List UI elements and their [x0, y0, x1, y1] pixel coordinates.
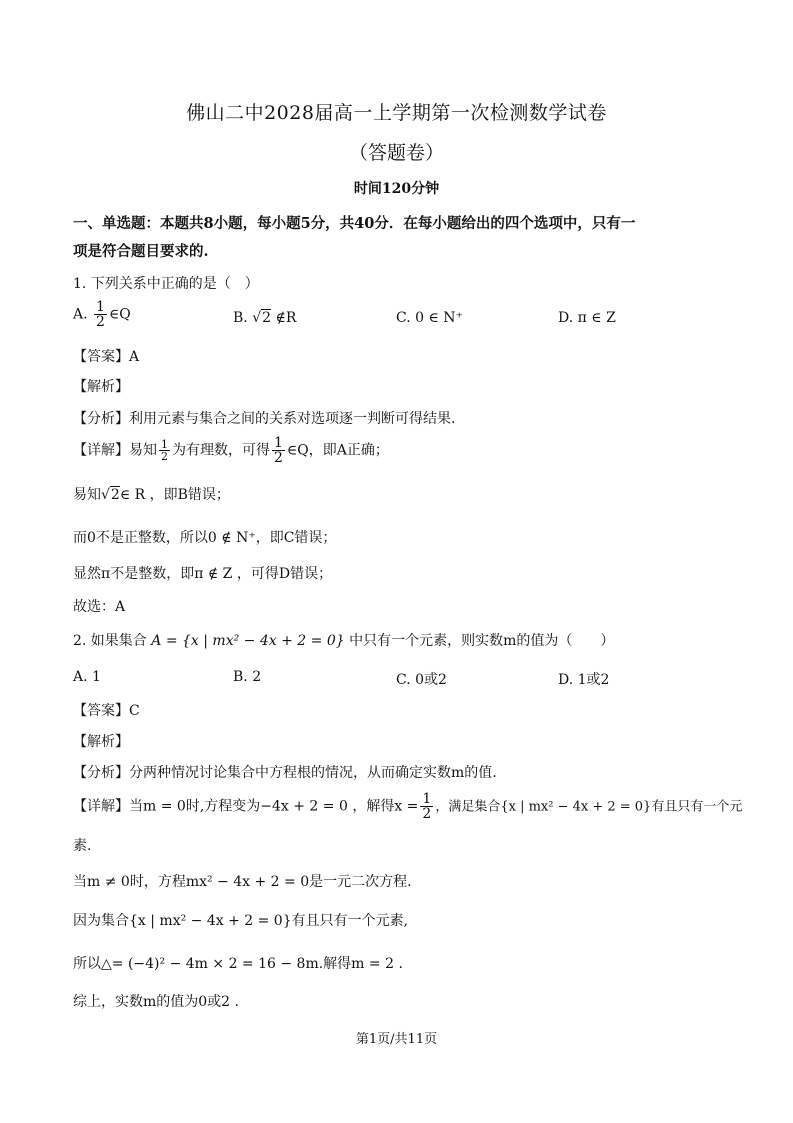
page-title: 佛山二中2028届高一上学期第一次检测数学试卷 — [186, 102, 607, 124]
q1-option-c: C. 0 ∈ N⁺ — [396, 310, 463, 326]
fraction-denominator: 2 — [96, 314, 105, 330]
q1-line-b-tail: ∈ R ，即B错误； — [119, 487, 230, 503]
time-limit: 时间120分钟 — [353, 181, 440, 197]
q2-stem — [73, 630, 614, 650]
q1-conclusion: 故选：A — [73, 599, 126, 615]
sqrt-sign: √ — [252, 310, 262, 326]
q2-stem-set: A = {x | mx² − 4x + 2 = 0} — [151, 633, 345, 649]
q2-fenxi: 【分析】分两种情况讨论集合中方程根的情况，从而确定实数m的值. — [73, 765, 497, 781]
q2-detail5: 综上，实数m的值为0或2 . — [73, 994, 239, 1010]
q1-line-b-sqrt — [101, 487, 120, 503]
q1-option-b-sqrt — [252, 310, 271, 326]
q2-detail3: 因为集合{x | mx² − 4x + 2 = 0}有且只有一个元素, — [73, 913, 409, 929]
q2-detail2: 当m ≠ 0时，方程mx² − 4x + 2 = 0是一元二次方程. — [73, 874, 412, 890]
fraction-denominator: 2 — [161, 450, 168, 463]
q1-option-a-fraction — [94, 300, 107, 329]
q1-stem: 1. 下列关系中正确的是（ ） — [73, 276, 259, 292]
q1-fenxi: 【分析】利用元素与集合之间的关系对选项逐一判断可得结果. — [73, 411, 456, 427]
q1-line-c: 而0不是正整数，所以0 ∉ N⁺，即C错误； — [73, 530, 337, 546]
q1-analysis-label: 【解析】 — [73, 379, 129, 395]
fraction-numerator: 1 — [96, 299, 105, 315]
q1-option-b-tail: ∉R — [275, 310, 297, 326]
q2-detail1 — [73, 792, 742, 821]
fraction-numerator: 1 — [422, 791, 432, 807]
q2-detail1-tail: ，满足集合{x | mx² − 4x + 2 = 0}有且只有一个元 — [435, 799, 743, 815]
sqrt-sign: √ — [101, 487, 110, 503]
q1-option-b-label: B. — [233, 310, 248, 326]
q2-detail1-pre: 【详解】当m = 0时,方程变为−4x + 2 = 0 ，解得x = — [73, 798, 419, 815]
q2-stem-pre: 2. 如果集合 — [73, 633, 147, 649]
page-footer: 第1页/共11页 — [355, 1032, 438, 1047]
q2-analysis-label: 【解析】 — [73, 734, 129, 750]
page-subtitle: （答题卷） — [348, 142, 444, 164]
fraction-denominator: 2 — [422, 806, 432, 822]
fraction-numerator: 1 — [274, 435, 283, 451]
q2-detail4: 所以△= (−4)² − 4m × 2 = 16 − 8m.解得m = 2 . — [73, 956, 403, 972]
q2-detail1-wrap: 素. — [73, 838, 92, 854]
q1-detail-fraction — [272, 436, 285, 465]
q1-line-d: 显然π不是整数，即π ∉ Z ，可得D错误； — [73, 566, 333, 582]
q2-option-c: C. 0或2 — [396, 672, 447, 688]
q1-detail — [73, 436, 389, 465]
q1-option-a-label: A. — [73, 306, 88, 323]
q2-option-b: B. 2 — [233, 669, 262, 685]
q1-answer: 【答案】A — [73, 349, 140, 365]
q1-detail-mid: 为有理数，可得 — [172, 442, 270, 459]
q1-detail-pre: 【详解】易知 — [73, 442, 157, 459]
q1-detail-fraction-small — [159, 439, 170, 462]
q1-option-a — [73, 300, 131, 329]
q2-option-a: A. 1 — [73, 669, 101, 685]
sqrt-radicand: 2 — [262, 310, 272, 326]
sqrt-radicand: 2 — [110, 487, 120, 503]
q2-option-d: D. 1或2 — [558, 672, 610, 688]
q2-stem-tail: 中只有一个元素，则实数m的值为（ ） — [349, 633, 615, 649]
q1-option-d: D. π ∈ Z — [558, 310, 616, 326]
q1-line-b-pre: 易知 — [73, 487, 101, 503]
q1-option-b — [233, 310, 296, 326]
q1-line-b — [73, 484, 230, 504]
section-heading-line2: 项是符合题目要求的. — [73, 243, 209, 260]
q2-answer: 【答案】C — [73, 703, 140, 719]
q1-option-a-tail: ∈Q — [108, 306, 131, 323]
fraction-denominator: 2 — [274, 450, 283, 466]
fraction-numerator: 1 — [161, 438, 168, 451]
q1-detail-tail: ∈Q，即A正确； — [286, 442, 389, 459]
q2-detail1-fraction — [420, 792, 433, 821]
section-heading-line1: 一、单选题：本题共8小题，每小题5分，共40分．在每小题给出的四个选项中，只有一 — [73, 215, 636, 232]
